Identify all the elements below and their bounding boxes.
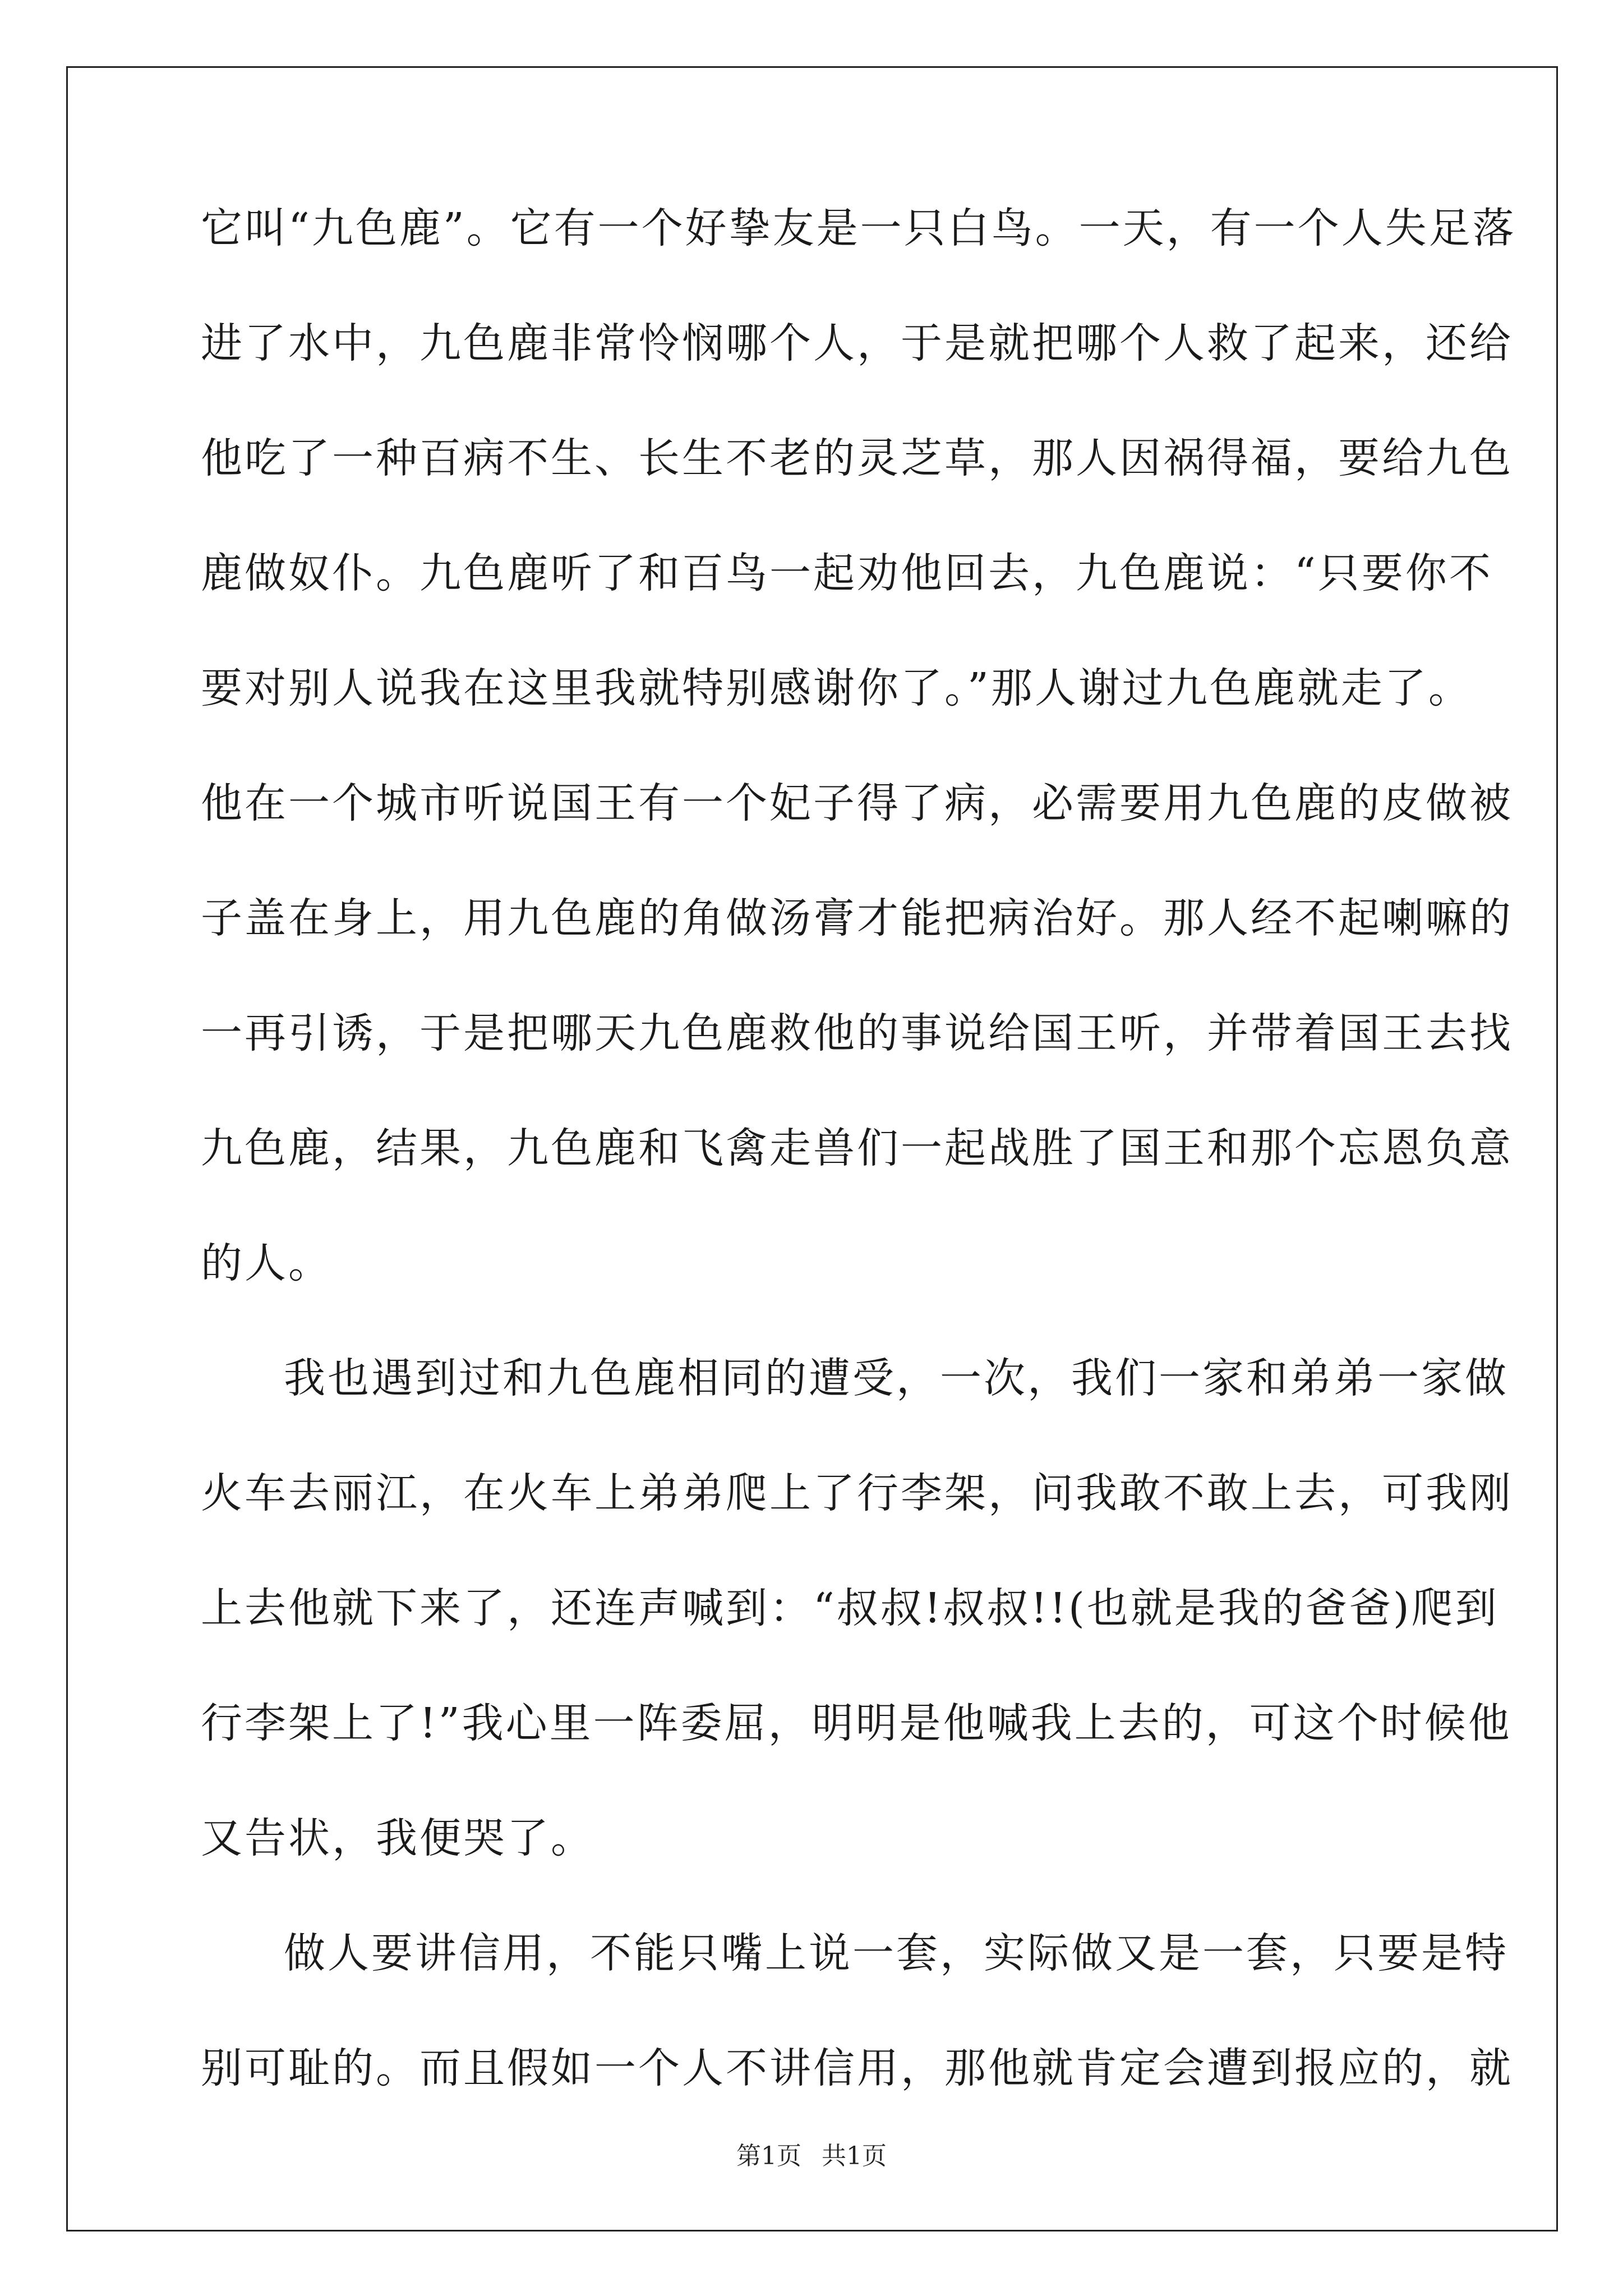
text-line-5: 要对别人说我在这里我就特别感谢你了。”那人谢过九色鹿就走了。 [201, 664, 1472, 712]
text-line-1: 它叫“九色鹿”。它有一个好挚友是一只白鸟。一天，有一个人失足落 [201, 204, 1516, 252]
text-line-13: 上去他就下来了，还连声喊到：“叔叔!叔叔!!(也就是我的爸爸)爬到 [201, 1584, 1499, 1632]
text-line-6: 他在一个城市听说国王有一个妃子得了病，必需要用九色鹿的皮做被 [201, 779, 1513, 827]
text-line-3: 他吃了一种百病不生、长生不老的灵芝草，那人因祸得福，要给九色 [201, 434, 1513, 482]
text-line-14: 行李架上了!”我心里一阵委屈，明明是他喊我上去的，可这个时候他 [201, 1699, 1512, 1747]
text-line-2: 进了水中，九色鹿非常怜悯哪个人，于是就把哪个人救了起来，还给 [201, 319, 1513, 367]
text-line-9: 九色鹿，结果，九色鹿和飞禽走兽们一起战胜了国王和那个忘恩负意 [201, 1124, 1513, 1172]
text-line-17: 别可耻的。而且假如一个人不讲信用，那他就肯定会遭到报应的，就 [201, 2044, 1513, 2092]
page-total: 共1页 [822, 2142, 887, 2170]
text-line-15: 又告状，我便哭了。 [201, 1814, 594, 1862]
text-line-7: 子盖在身上，用九色鹿的角做汤膏才能把病治好。那人经不起喇嘛的 [201, 894, 1513, 942]
text-line-4: 鹿做奴仆。九色鹿听了和百鸟一起劝他回去，九色鹿说：“只要你不 [201, 549, 1493, 597]
text-line-10: 的人。 [201, 1239, 332, 1287]
text-line-8: 一再引诱，于是把哪天九色鹿救他的事说给国王听，并带着国王去找 [201, 1009, 1513, 1057]
text-line-11: 我也遇到过和九色鹿相同的遭受，一次，我们一家和弟弟一家做 [284, 1354, 1509, 1402]
document-body [201, 204, 1516, 2162]
page-footer [0, 2144, 1623, 2169]
text-line-16: 做人要讲信用，不能只嘴上说一套，实际做又是一套，只要是特 [284, 1929, 1509, 1977]
text-line-12: 火车去丽江，在火车上弟弟爬上了行李架，问我敢不敢上去，可我刚 [201, 1469, 1513, 1517]
page-number: 第1页 [736, 2142, 801, 2170]
